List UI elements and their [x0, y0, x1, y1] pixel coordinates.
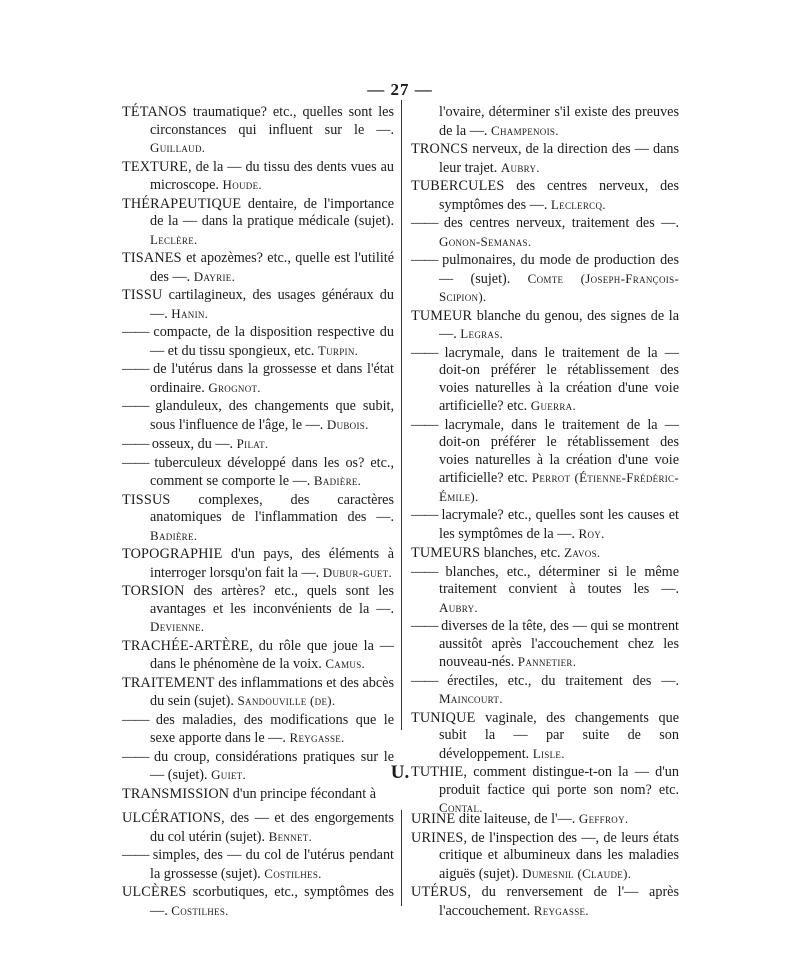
- entry-text: traumatique? etc., quelles sont les circonstances qui influent sur le —.: [150, 104, 394, 138]
- entry-text: érectiles, etc., du traitement des —.: [437, 672, 679, 689]
- entry-heading: THÉRAPEUTIQUE: [122, 195, 242, 212]
- entry-heading: TISANES: [122, 250, 182, 266]
- entry-text: scorbutiques, etc., symptômes des —.: [150, 884, 394, 919]
- entry-text: simples, des — du col de l'utérus pendant la grossesse (sujet).: [148, 847, 394, 882]
- entry-text: , de la — du tissu des dents vues au microscope.: [150, 158, 394, 193]
- entry-heading: TORSION: [122, 583, 185, 599]
- ditto-dash: ——: [411, 563, 438, 580]
- index-entry: [122, 455, 394, 491]
- entry-text: diverses de la tête, des — qui se montrent aussitôt après l'accouchement chez les nouveau-nés.: [437, 618, 679, 670]
- entry-author: Roy.: [578, 525, 605, 541]
- entry-heading: TISSU: [122, 287, 163, 303]
- entry-author: Dayrie.: [193, 268, 236, 284]
- entry-heading: TUBERCULES: [411, 178, 505, 194]
- entry-text: l'ovaire, déterminer s'il existe des preuves de la —.: [439, 104, 679, 139]
- ditto-dash: ——: [411, 416, 438, 433]
- entry-author: Contal.: [439, 800, 483, 815]
- index-entry: [411, 673, 679, 709]
- entry-heading: TUMEURS: [411, 545, 481, 561]
- ditto-dash: ——: [122, 324, 149, 340]
- entry-heading: ULCÉRATIONS: [122, 810, 222, 826]
- index-entry: [122, 638, 394, 674]
- entry-text: des inflammations et des abcès du sein (sujet).: [150, 674, 394, 709]
- entry-author: Pilat.: [236, 436, 269, 451]
- entry-text: du croup, considérations pratiques sur le — (sujet).: [148, 748, 394, 783]
- index-entry: [122, 159, 394, 195]
- ditto-dash: ——: [411, 252, 438, 268]
- index-entry: [411, 507, 679, 543]
- entry-author: Legras.: [460, 326, 504, 341]
- index-column-right-bottom: [411, 810, 679, 921]
- entry-text: , du rôle que joue la — dans le phénomène de la voix.: [150, 637, 394, 672]
- entry-author: Guerra.: [530, 398, 577, 413]
- entry-heading: TRANSMISSION: [122, 785, 230, 802]
- entry-author: Dumesnil (Claude).: [522, 865, 632, 881]
- entry-heading: TOPOGRAPHIE: [122, 546, 223, 562]
- index-entry: [122, 435, 394, 454]
- ditto-dash: ——: [122, 748, 149, 765]
- entry-author: Badière.: [150, 527, 198, 543]
- entry-author: Zavos.: [564, 545, 601, 560]
- entry-text: des centres nerveux, traitement des —.: [437, 215, 679, 231]
- entry-heading: URINE: [411, 811, 456, 827]
- entry-author: Turpin.: [317, 342, 359, 358]
- entry-author: Sandouville (de).: [237, 693, 336, 708]
- index-entry: [411, 810, 679, 829]
- index-entry: [122, 361, 394, 397]
- entry-heading: TRONCS: [411, 141, 469, 157]
- entry-heading: TUTHIE: [411, 764, 464, 780]
- entry-author: Gonon-Semanas.: [439, 233, 532, 249]
- entry-text: , des — et des engorgements du col utérin (sujet).: [150, 810, 394, 845]
- index-entry: [122, 546, 394, 582]
- ditto-dash: ——: [122, 711, 149, 728]
- entry-text: blanches, etc.: [480, 545, 561, 561]
- entry-text: compacte, de la disposition respective du — et du tissu spongieux, etc.: [148, 324, 394, 359]
- entry-heading: TEXTURE: [122, 158, 189, 175]
- entry-text: , de l'inspection des —, de leurs états critique et albumineux dans les maladies aiguës (sujet).: [439, 829, 679, 882]
- index-entry: [122, 675, 394, 711]
- index-entry: [122, 104, 394, 158]
- index-entry: [411, 178, 679, 214]
- entry-text: complexes, des caractères anatomiques de l'inflammation des —.: [150, 491, 394, 525]
- entry-author: Leclercq.: [550, 196, 606, 212]
- entry-text: cartilagineux, des usages généraux du —.: [150, 287, 394, 322]
- index-column-left-top: [122, 104, 394, 804]
- ditto-dash: ——: [122, 454, 149, 471]
- entry-text: d'un principe fécondant à: [229, 785, 376, 802]
- index-entry: [411, 618, 679, 672]
- page-number: — 27 —: [367, 80, 433, 99]
- entry-text: lacrymale? etc., quelles sont les causes et les symptômes de la —.: [437, 507, 679, 542]
- ditto-dash: ——: [122, 398, 149, 414]
- entry-heading: TUMEUR: [411, 307, 473, 324]
- entry-author: Geffroy.: [578, 811, 629, 826]
- entry-text: blanches, etc., déterminer si le même traitement convient à toutes les —.: [437, 563, 679, 597]
- index-entry: [411, 564, 679, 618]
- entry-text: , du renversement de l'— après l'accouchement.: [439, 884, 679, 919]
- entry-author: Costilhes.: [171, 902, 229, 918]
- entry-author: Devienne.: [150, 619, 205, 634]
- index-column-right-top: [411, 104, 679, 819]
- ditto-dash: ——: [411, 672, 438, 689]
- entry-author: Maincourt.: [439, 691, 503, 706]
- column-divider-bottom: [401, 810, 402, 906]
- entry-text: dentaire, de l'importance de la — dans la pratique médicale (sujet).: [150, 195, 394, 229]
- entry-text: blanche du genou, des signes de la —.: [439, 307, 679, 342]
- index-entry: [122, 324, 394, 360]
- ditto-dash: ——: [411, 344, 438, 361]
- entry-text: , comment distingue-t-on la — d'un produit factice qui porte son nom? etc.: [439, 764, 679, 798]
- entry-text: dite laiteuse, de l'—.: [455, 811, 576, 827]
- entry-text: pulmonaires, du mode de production des — (sujet).: [437, 252, 679, 287]
- entry-heading: TRACHÉE-ARTÈRE: [122, 637, 250, 654]
- index-entry: [411, 710, 679, 764]
- index-entry: [122, 810, 394, 846]
- entry-author: Aubry.: [500, 159, 540, 175]
- index-entry: [122, 786, 394, 804]
- entry-text: des artères? etc., quels sont les avantages et les inconvénients de la —.: [150, 583, 394, 617]
- entry-text: des centres nerveux, des symptômes des —.: [439, 178, 679, 213]
- ditto-dash: ——: [411, 507, 438, 523]
- entry-author: Lisle.: [532, 745, 565, 761]
- index-entry: [122, 196, 394, 250]
- entry-text: d'un pays, des éléments à interroger lorsqu'on fait la —.: [150, 546, 394, 581]
- ditto-dash: ——: [122, 361, 149, 377]
- index-column-left-bottom: [122, 810, 394, 921]
- entry-text: lacrymale, dans le traitement de la — doit-on préférer le rétablissement des voies naturelles à la création d'une voie artificielle? etc.: [437, 416, 679, 486]
- index-entry: [411, 215, 679, 251]
- index-entry: [411, 830, 679, 884]
- entry-author: Costilhes.: [264, 865, 322, 881]
- entry-author: Camus.: [325, 656, 366, 671]
- index-entry: [122, 712, 394, 748]
- ditto-dash: ——: [411, 618, 438, 634]
- entry-author: Perrot (Étienne-Frédéric-Émile).: [439, 470, 679, 504]
- index-entry: [411, 308, 679, 344]
- entry-author: Badière.: [313, 473, 362, 488]
- entry-text: nerveux, de la direction des — dans leur trajet.: [439, 141, 679, 176]
- index-entry: [411, 104, 679, 140]
- entry-text: glanduleux, des changements que subit, sous l'influence de l'âge, le —.: [148, 398, 394, 433]
- index-entry: [122, 250, 394, 286]
- entry-text: tuberculeux développé dans les os? etc., comment se comporte le —.: [148, 454, 394, 489]
- entry-heading: TISSUS: [122, 491, 171, 508]
- entry-author: Aubry.: [439, 599, 478, 615]
- entry-text: et apozèmes? etc., quelle est l'utilité des —.: [150, 250, 394, 285]
- entry-author: Dubur-guet.: [322, 564, 393, 580]
- index-entry: [411, 884, 679, 920]
- entry-author: Champenois.: [491, 122, 559, 138]
- entry-heading: TRAITEMENT: [122, 674, 215, 691]
- entry-author: Hanin.: [171, 305, 209, 321]
- index-entry: [122, 492, 394, 546]
- entry-author: Grognot.: [208, 379, 261, 395]
- entry-text: osseux, du —.: [148, 436, 234, 452]
- entry-author: Guiet.: [211, 767, 247, 782]
- entry-author: Reygasse.: [533, 902, 589, 918]
- index-entry: [411, 345, 679, 416]
- entry-author: Leclère.: [150, 231, 198, 247]
- section-letter: U.: [390, 762, 410, 783]
- index-entry: [411, 141, 679, 177]
- index-entry: [122, 884, 394, 920]
- entry-text: lacrymale, dans le traitement de la — doit-on préférer le rétablissement des voies naturelles à la création d'une voie artificielle? etc.: [437, 344, 679, 414]
- entry-author: Comte (Joseph-François-Scipion).: [439, 270, 680, 304]
- entry-author: Reygasse.: [289, 730, 345, 745]
- entry-heading: TUNIQUE: [411, 709, 476, 726]
- entry-heading: URINES: [411, 829, 464, 846]
- ditto-dash: ——: [411, 215, 438, 231]
- column-divider-top: [401, 100, 402, 730]
- index-entry: [122, 583, 394, 637]
- entry-heading: ULCÈRES: [122, 884, 187, 900]
- index-entry: [122, 287, 394, 323]
- entry-author: Guillaud.: [150, 140, 206, 155]
- entry-author: Pannetier.: [517, 654, 577, 669]
- entry-author: Houde.: [222, 177, 262, 192]
- entry-text: des maladies, des modifications que le sexe apporte dans le —.: [148, 711, 394, 746]
- index-entry: [122, 398, 394, 434]
- entry-heading: TÉTANOS: [122, 104, 187, 120]
- index-entry: [411, 544, 679, 563]
- entry-heading: UTÉRUS: [411, 884, 468, 900]
- index-entry: [411, 252, 679, 307]
- entry-author: Dubois.: [326, 416, 369, 432]
- ditto-dash: ——: [122, 847, 149, 863]
- index-entry: [411, 417, 679, 507]
- index-entry: [122, 847, 394, 883]
- ditto-dash: ——: [122, 436, 149, 452]
- entry-text: de l'utérus dans la grossesse et dans l'état ordinaire.: [148, 361, 394, 396]
- entry-author: Bennet.: [268, 828, 313, 844]
- entry-text: vaginale, des changements que subit la — par suite de son développement.: [439, 709, 679, 762]
